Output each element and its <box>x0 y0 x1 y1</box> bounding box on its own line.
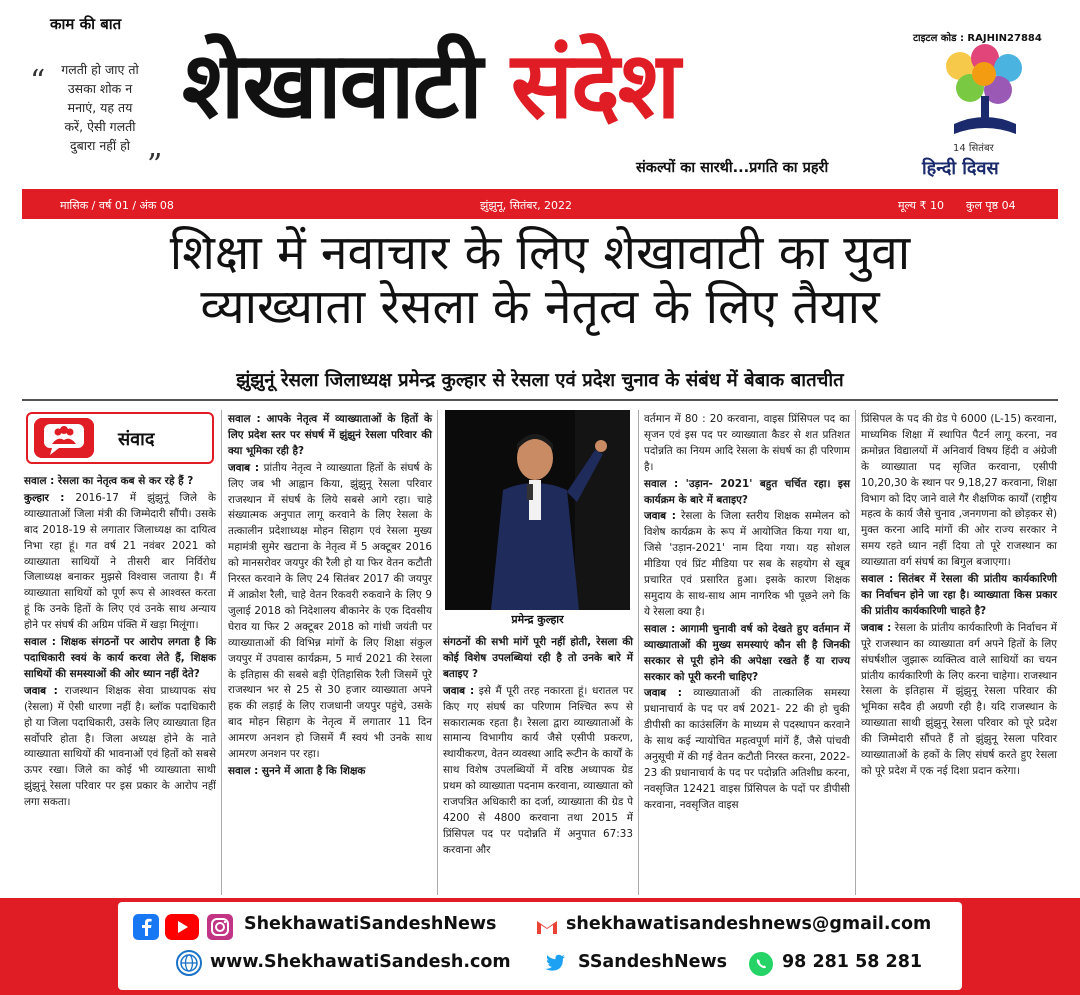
quote-line: दुबारा नहीं हो <box>70 138 130 153</box>
answer-text: रेसला के जिला स्तरीय शिक्षक सम्मेलन को विशेष कार्यक्रम के रूप में आयोजित किया गया था, जिसे 'उड़ान-2021' नाम दिया गया। यह सोशल मीडिया एवं प्रिंट मीडिया पर सब के सहयोग से खूब प्रचारित एवं प्रसारित हुआ। इसके कारण शिक्षक समुदाय के साथ-साथ आम नागरिक भी पूछने लगे कि ये रेसला क्या है। <box>644 510 850 618</box>
facebook-icon[interactable] <box>133 914 159 940</box>
open-quote-icon: “ <box>30 64 46 99</box>
chat-people-icon <box>34 418 94 458</box>
kaam-ki-baat-label: काम की बात <box>50 15 122 33</box>
column-divider <box>437 410 438 895</box>
gmail-icon[interactable] <box>534 914 560 940</box>
twitter-icon[interactable] <box>542 950 568 976</box>
answer-text: इसे मैं पूरी तरह नकारता हूं। धरातल पर किए गए संघर्ष का परिणाम निश्चित रूप से सकारात्मक रहता है। रेसला द्वारा व्याख्याताओं के सामान्य विभागीय कार्य जैसे एसीपी प्रकरण, स्थायीकरण, वेतन व्यवस्था आदि रूटीन के कार्यों के साथ विशेष उपलब्धियों में वरिष्ठ अध्यापक ग्रेड प्रथम को व्याख्याता पदनाम करवाना, व्याख्याता को राजपत्रित अधिकारी का दर्जा, व्याख्याता की ग्रेड पे 4200 से 4800 करवाना तथा 2015 में प्रिंसिपल पद पर पदोन्नति में अनुपात 67:33 करवाना और <box>443 684 633 856</box>
question-text: संगठनों की सभी मांगें पूरी नहीं होती, रेसला की कोई विशेष उपलब्धियां रही है तो उनके बारे में बताइए ? <box>443 636 633 680</box>
question-text: सवाल : रेसला का नेतृत्व कब से कर रहे हैं ? <box>24 475 194 487</box>
answer-paragraph <box>24 684 216 811</box>
answer-paragraph <box>644 686 850 813</box>
article-column-5 <box>861 412 1057 781</box>
paragraph: प्रिंसिपल के पद की ग्रेड पे 6000 (L-15) करवाना, माध्यमिक शिक्षा में स्थापित पैटर्न लागू करना, नव क्रमोन्नत विद्यालयों में अनिवार्य विषय हिंदी व अंग्रेजी के व्याख्याता पद सृजित करवाना, एसीपी 10,20,30 के स्थान पर 9,18,27 करवाना, शिक्षा विभाग को दिए जाने वाले गैर शैक्षणिक कार्यों (राष्ट्रीय महत्व के कार्य जैसे चुनाव ,जनगणना को छोड़कर से) मुक्त करना आदि मांगों की ओर राज्य सरकार ने समय रहते ध्यान नहीं दिया तो पूरे राजस्थान का व्याख्याता वर्ग संघर्ष का बिगुल बजाएगा। <box>861 413 1057 569</box>
article-column-4 <box>644 412 850 815</box>
tagline: संकल्पों का सारथी...प्रगति का प्रहरी <box>636 160 829 176</box>
divider <box>22 399 1058 401</box>
quote-line: गलती हो जाए तो <box>61 62 139 77</box>
answer-text: 2016-17 में झुंझुनूं जिले के व्याख्याताओं जिला मंत्री की जिम्मेदारी सौंपी। उसके बाद 2018-19 से लगातार जिलाध्यक्ष का दायित्व निभा रहा हूं। गत वर्ष 21 नवंबर 2021 को व्याख्याता साथियों ने तीसरी बार निर्विरोध जिलाध्यक्ष बनाकर मुझसे विश्वास जताया है। मैं व्याख्याता साथियों को पूर्ण रूप से आश्वस्त करता हूं कि उनके हितों के लिए एवं उनके साथ अन्याय होने पर संघर्ष की अग्रिम पंक्ति में खड़ा मिलूंगा। <box>24 491 216 632</box>
social-handle-link[interactable]: ShekhawatiSandeshNews <box>244 914 497 934</box>
answer-text: प्रांतीय नेतृत्व ने व्याख्याता हितों के संघर्ष के लिए जब भी आह्वान किया, झुंझुनू रेसला परिवार राजस्थान में संघर्ष के लिये सबसे आगे रहा। चाहे संख्यात्मक अनुपात लागू करवाने के लिए रेसला के तत्कालीन प्रदेशाध्यक्ष मोहन सिहाग एवं रेसला मुख्य महामंत्री सुमेर खटाना के नेतृत्व में 5 अक्टूबर 2016 को मानसरोवर जयपुर की रैली हो या फिर वेतन कटौती निरस्त करवाने के लिए 24 सितंबर 2017 की जयपुर में आक्रोश रैली, चाहे वेतन रिकवरी रुकवाने के लिए 9 जुलाई 2018 को निदेशालय बीकानेर के एक दिवसीय घेराव या फिर 2 अक्टूबर 2018 को गांधी जयंती पर व्याख्याताओं की विभिन्न मांगों के लिए शिक्षा संकुल जयपुर में उपवास कार्यक्रम, 5 मार्च 2021 की रेसला के इतिहास की सबसे बड़ी ऐतिहासिक रैली जिसमें पूरे राजस्थान भर से 25 से 30 हजार व्याख्याता अपने हक की लड़ाई के लिए राजधानी जयपुर पहुंचे, उसके बाद मोहन सिहाग के नेतृत्व में लगातार 11 दिन आमरण अनशन हो जिसमें मैं स्वयं भी उनके साथ आमरण अनशन पर रहा। <box>228 461 433 761</box>
article-column-1 <box>24 474 216 812</box>
headline-line-2: व्याख्याता रेसला के नेतृत्व के लिए तैयार <box>200 279 880 335</box>
whatsapp-icon[interactable] <box>749 952 773 976</box>
answer-paragraph <box>228 461 432 763</box>
logo-red-text: संदेश <box>510 32 679 139</box>
main-headline <box>22 226 1058 334</box>
hindi-diwas-title: हिन्दी दिवस <box>922 158 999 179</box>
masthead-logo <box>182 26 678 146</box>
answer-lead: जवाब : <box>644 510 676 523</box>
quote-box <box>30 60 170 155</box>
article-column-2 <box>228 412 432 781</box>
website-link[interactable]: www.ShekhawatiSandesh.com <box>210 952 511 972</box>
place-date: झुंझुनू, सितंबर, 2022 <box>480 199 573 212</box>
answer-lead: जवाब : <box>443 684 475 697</box>
subheadline: झुंझुनूं रेसला जिलाध्यक्ष प्रमेन्द्र कुल्हार से रेसला एवं प्रदेश चुनाव के संबंध में बेबाक बातचीत <box>236 370 844 391</box>
answer-text: व्याख्याताओं की तात्कालिक समस्या प्रधानाचार्य के पद पर वर्ष 2021- 22 की हो चुकी डीपीसी का काउंसलिंग के माध्यम से पदस्थापन करवाने के साथ कई न्यायोचित महत्वपूर्ण मांगें हैं, जैसे पांचवी अनुसूची में की गई वेतन कटौती निरस्त करना, 2022- 23 की प्रधानाचार्य के पद पर पदोन्नति अतिशीघ्र करना, नवसृजित 12421 वाइस प्रिंसिपल के पदों पर डीपीसी करवाना, नवसृजित वाइस <box>644 687 850 811</box>
answer-lead: जवाब : <box>861 621 892 634</box>
price: मूल्य ₹ 10 <box>898 199 944 212</box>
globe-icon[interactable] <box>176 950 202 976</box>
logo-black-text: शेखावाटी <box>182 32 481 139</box>
answer-lead: जवाब : <box>228 461 260 474</box>
answer-lead: कुल्हार : <box>24 491 65 504</box>
answer-lead: जवाब : <box>644 687 682 700</box>
portrait-photo <box>445 410 630 610</box>
question-text: सवाल : आगामी चुनावी वर्ष को देखते हुए वर्तमान में व्याख्याताओं की मुख्य समस्याएं कौन सी है जिनकी सरकार से पूरी होने की अपेक्षा रखते हैं या राज्य सरकार को पूरी करनी चाहिए? <box>644 622 850 683</box>
youtube-icon[interactable] <box>165 914 199 940</box>
question-text: सवाल : 'उड़ान- 2021' बहुत चर्चित रहा। इस कार्यक्रम के बारे में बताइए? <box>644 477 850 506</box>
article-column-3 <box>443 635 633 860</box>
phone-number[interactable]: 98 281 58 281 <box>782 952 923 972</box>
column-divider <box>221 410 222 895</box>
answer-lead: जवाब : <box>24 684 58 697</box>
quote-line: उसका शोक न <box>67 81 133 96</box>
column-divider <box>855 410 856 895</box>
issue-bar <box>22 189 1058 219</box>
question-text: सवाल : सुनने में आता है कि शिक्षक <box>228 764 366 777</box>
page-count: कुल पृष्ठ 04 <box>966 199 1016 212</box>
hindi-diwas-date: 14 सितंबर <box>953 143 994 154</box>
samvad-badge <box>26 412 214 464</box>
quote-line: मनाएं, यह तय <box>67 100 133 115</box>
instagram-icon[interactable] <box>207 914 233 940</box>
issue-info: मासिक / वर्ष 01 / अंक 08 <box>60 199 174 212</box>
twitter-handle-link[interactable]: SSandeshNews <box>578 952 728 972</box>
answer-paragraph <box>644 509 850 620</box>
hindi-diwas-tree-icon <box>940 44 1030 140</box>
column-divider <box>638 410 639 895</box>
question-text: सवाल : सितंबर में रेसला की प्रांतीय कार्यकारिणी का निर्वाचन होने जा रहा है। व्याख्याता किस प्रकार की प्रांतीय कार्यकारिणी चाहते है? <box>861 573 1057 617</box>
email-link[interactable]: shekhawatisandeshnews@gmail.com <box>566 914 932 934</box>
title-code: टाइटल कोड : RAJHIN27884 <box>913 33 1042 44</box>
paragraph: वर्तमान में 80 : 20 करवाना, वाइस प्रिंसिपल पद का सृजन एवं इस पद पर व्याख्याता कैडर से शत प्रतिशत पदोन्नति का नियम आदि रेसला के संघर्ष का ही परिणाम है। <box>644 413 850 473</box>
photo-caption: प्रमेन्द्र कुल्हार <box>511 613 564 626</box>
answer-text: रेसला के प्रांतीय कार्यकारिणी के निर्वाचन में पूरे राजस्थान का व्याख्याता वर्ग अपने हितों के लिए संघर्षशील जुझारू व्यक्तित्व वाले साथियों का चयन प्रांतीय कार्यकारिणी के लिए करना चाहेगा। राजस्थान रेसला के इतिहास में झुंझुनू रेसला परिवार की भूमिका सदैव ही अग्रणी रही है। यदि राजस्थान के व्याख्याता साथी झुंझुनू रेसला परिवार को पूरे प्रदेश की जिम्मेदारी सौंपते हैं तो झुंझुनू रेसला परिवार व्याख्याताओं के हकों के लिए संघर्ष करते हुए रेसला को पूरे प्रदेश में एक नई दिशा प्रदान करेगा। <box>861 621 1057 777</box>
headline-line-1: शिक्षा में नवाचार के लिए शेखावाटी का युवा <box>169 225 911 281</box>
answer-paragraph <box>443 684 633 859</box>
quote-line: करें, ऐसी गलती <box>64 119 136 134</box>
answer-paragraph <box>861 621 1057 780</box>
question-text: सवाल : शिक्षक संगठनों पर आरोप लगता है कि पदाधिकारी स्वयं के कार्य करवा लेते हैं, शिक्षक साथियों की समस्याओं की ओर ध्यान नहीं देते? <box>24 636 216 680</box>
close-quote-icon: ” <box>147 148 163 183</box>
question-text: सवाल : आपके नेतृत्व में व्याख्याताओं के हितों के लिए प्रदेश स्तर पर संघर्ष में झुंझुनं रेसला परिवार की क्या भूमिका रही है? <box>228 413 432 457</box>
answer-paragraph <box>24 491 216 634</box>
samvad-label: संवाद <box>118 429 155 450</box>
answer-text: राजस्थान शिक्षक सेवा प्राध्यापक संघ (रेसला) में ऐसी धारणा नहीं है। ब्लॉक पदाधिकारी हो या जिला पदाधिकारी, उसके लिए व्याख्याता हित सर्वोपरि होता है। जिला अध्यक्ष होने के नाते व्याख्याता साथियों की भावनाओं एवं हितों को सबसे ऊपर रखा। जिले का कोई भी व्याख्याता साथी झुंझुनूं रेसला परिवार पर इस प्रकार के आरोप नहीं लगा सकता। <box>24 684 217 809</box>
